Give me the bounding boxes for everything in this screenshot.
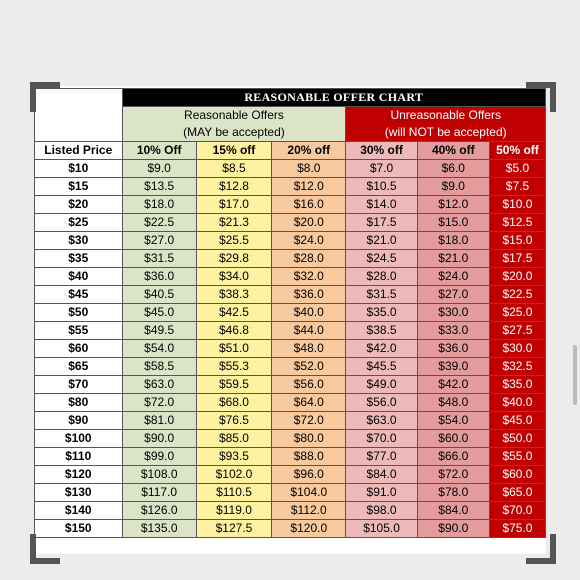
price-30-off-cell: $63.0 bbox=[346, 412, 417, 430]
price-10-off-cell: $117.0 bbox=[122, 484, 196, 502]
price-30-off-cell: $38.5 bbox=[346, 322, 417, 340]
price-40-off-cell: $90.0 bbox=[417, 520, 489, 538]
price-40-off-cell: $48.0 bbox=[417, 394, 489, 412]
price-30-off-cell: $7.0 bbox=[346, 160, 417, 178]
price-50-off-cell: $20.0 bbox=[489, 268, 545, 286]
price-30-off-cell: $56.0 bbox=[346, 394, 417, 412]
listed-price-cell: $50 bbox=[35, 304, 123, 322]
price-30-off-cell: $28.0 bbox=[346, 268, 417, 286]
price-10-off-cell: $18.0 bbox=[122, 196, 196, 214]
table-row bbox=[35, 196, 546, 214]
price-30-off-cell: $31.5 bbox=[346, 286, 417, 304]
price-10-off-cell: $58.5 bbox=[122, 358, 196, 376]
price-40-off-cell: $15.0 bbox=[417, 214, 489, 232]
price-50-off-cell: $30.0 bbox=[489, 340, 545, 358]
price-30-off-cell: $14.0 bbox=[346, 196, 417, 214]
price-20-off-cell: $8.0 bbox=[272, 160, 346, 178]
price-15-off-cell: $29.8 bbox=[196, 250, 271, 268]
price-15-off-cell: $51.0 bbox=[196, 340, 271, 358]
listed-price-cell: $70 bbox=[35, 376, 123, 394]
chart-title: REASONABLE OFFER CHART bbox=[122, 89, 545, 107]
price-40-off-cell: $27.0 bbox=[417, 286, 489, 304]
price-40-off-cell: $6.0 bbox=[417, 160, 489, 178]
price-40-off-cell: $33.0 bbox=[417, 322, 489, 340]
price-15-off-cell: $12.8 bbox=[196, 178, 271, 196]
table-row bbox=[35, 430, 546, 448]
listed-price-cell: $30 bbox=[35, 232, 123, 250]
listed-price-cell: $120 bbox=[35, 466, 123, 484]
header-20-off: 20% off bbox=[272, 142, 346, 160]
price-15-off-cell: $102.0 bbox=[196, 466, 271, 484]
price-30-off-cell: $70.0 bbox=[346, 430, 417, 448]
listed-price-cell: $110 bbox=[35, 448, 123, 466]
listed-price-cell: $35 bbox=[35, 250, 123, 268]
price-10-off-cell: $63.0 bbox=[122, 376, 196, 394]
price-40-off-cell: $42.0 bbox=[417, 376, 489, 394]
price-10-off-cell: $22.5 bbox=[122, 214, 196, 232]
price-20-off-cell: $32.0 bbox=[272, 268, 346, 286]
reasonable-offers-label: Reasonable Offers bbox=[184, 108, 284, 122]
price-15-off-cell: $119.0 bbox=[196, 502, 271, 520]
price-15-off-cell: $46.8 bbox=[196, 322, 271, 340]
price-15-off-cell: $93.5 bbox=[196, 448, 271, 466]
price-20-off-cell: $72.0 bbox=[272, 412, 346, 430]
listed-price-cell: $150 bbox=[35, 520, 123, 538]
price-10-off-cell: $9.0 bbox=[122, 160, 196, 178]
price-40-off-cell: $36.0 bbox=[417, 340, 489, 358]
price-15-off-cell: $34.0 bbox=[196, 268, 271, 286]
listed-price-cell: $140 bbox=[35, 502, 123, 520]
price-20-off-cell: $36.0 bbox=[272, 286, 346, 304]
price-15-off-cell: $38.3 bbox=[196, 286, 271, 304]
price-20-off-cell: $20.0 bbox=[272, 214, 346, 232]
price-40-off-cell: $12.0 bbox=[417, 196, 489, 214]
crop-corner-bottom-right bbox=[526, 534, 556, 564]
price-40-off-cell: $18.0 bbox=[417, 232, 489, 250]
header-15-off: 15% off bbox=[196, 142, 271, 160]
table-row bbox=[35, 340, 546, 358]
price-15-off-cell: $42.5 bbox=[196, 304, 271, 322]
listed-price-cell: $40 bbox=[35, 268, 123, 286]
price-50-off-cell: $35.0 bbox=[489, 376, 545, 394]
price-20-off-cell: $64.0 bbox=[272, 394, 346, 412]
price-10-off-cell: $40.5 bbox=[122, 286, 196, 304]
table-row bbox=[35, 268, 546, 286]
table-row bbox=[35, 178, 546, 196]
listed-price-cell: $60 bbox=[35, 340, 123, 358]
scrollbar[interactable] bbox=[573, 345, 577, 405]
price-30-off-cell: $98.0 bbox=[346, 502, 417, 520]
price-rows bbox=[35, 160, 546, 538]
price-15-off-cell: $85.0 bbox=[196, 430, 271, 448]
price-10-off-cell: $45.0 bbox=[122, 304, 196, 322]
price-50-off-cell: $45.0 bbox=[489, 412, 545, 430]
unreasonable-offers-group bbox=[346, 107, 546, 142]
price-30-off-cell: $45.5 bbox=[346, 358, 417, 376]
price-50-off-cell: $60.0 bbox=[489, 466, 545, 484]
price-40-off-cell: $54.0 bbox=[417, 412, 489, 430]
price-20-off-cell: $40.0 bbox=[272, 304, 346, 322]
listed-price-cell: $90 bbox=[35, 412, 123, 430]
price-15-off-cell: $21.3 bbox=[196, 214, 271, 232]
price-20-off-cell: $28.0 bbox=[272, 250, 346, 268]
offer-chart-table bbox=[34, 88, 546, 538]
table-row bbox=[35, 232, 546, 250]
price-40-off-cell: $9.0 bbox=[417, 178, 489, 196]
price-20-off-cell: $48.0 bbox=[272, 340, 346, 358]
table-row bbox=[35, 376, 546, 394]
header-30-off: 30% off bbox=[346, 142, 417, 160]
listed-price-cell: $15 bbox=[35, 178, 123, 196]
table-row bbox=[35, 250, 546, 268]
price-15-off-cell: $76.5 bbox=[196, 412, 271, 430]
price-40-off-cell: $24.0 bbox=[417, 268, 489, 286]
table-row bbox=[35, 304, 546, 322]
table-row bbox=[35, 502, 546, 520]
table-row bbox=[35, 448, 546, 466]
price-10-off-cell: $27.0 bbox=[122, 232, 196, 250]
price-30-off-cell: $77.0 bbox=[346, 448, 417, 466]
price-50-off-cell: $40.0 bbox=[489, 394, 545, 412]
price-20-off-cell: $120.0 bbox=[272, 520, 346, 538]
price-30-off-cell: $42.0 bbox=[346, 340, 417, 358]
table-row bbox=[35, 484, 546, 502]
price-20-off-cell: $44.0 bbox=[272, 322, 346, 340]
reasonable-offers-group bbox=[122, 107, 346, 142]
price-50-off-cell: $32.5 bbox=[489, 358, 545, 376]
price-15-off-cell: $17.0 bbox=[196, 196, 271, 214]
price-40-off-cell: $84.0 bbox=[417, 502, 489, 520]
price-10-off-cell: $99.0 bbox=[122, 448, 196, 466]
price-30-off-cell: $91.0 bbox=[346, 484, 417, 502]
listed-price-cell: $100 bbox=[35, 430, 123, 448]
price-50-off-cell: $10.0 bbox=[489, 196, 545, 214]
price-20-off-cell: $52.0 bbox=[272, 358, 346, 376]
table-row bbox=[35, 520, 546, 538]
price-30-off-cell: $105.0 bbox=[346, 520, 417, 538]
price-10-off-cell: $81.0 bbox=[122, 412, 196, 430]
price-15-off-cell: $68.0 bbox=[196, 394, 271, 412]
price-40-off-cell: $72.0 bbox=[417, 466, 489, 484]
price-20-off-cell: $16.0 bbox=[272, 196, 346, 214]
price-50-off-cell: $7.5 bbox=[489, 178, 545, 196]
price-20-off-cell: $96.0 bbox=[272, 466, 346, 484]
table-row bbox=[35, 412, 546, 430]
price-40-off-cell: $66.0 bbox=[417, 448, 489, 466]
listed-price-cell: $10 bbox=[35, 160, 123, 178]
price-15-off-cell: $8.5 bbox=[196, 160, 271, 178]
price-10-off-cell: $126.0 bbox=[122, 502, 196, 520]
price-50-off-cell: $15.0 bbox=[489, 232, 545, 250]
price-50-off-cell: $12.5 bbox=[489, 214, 545, 232]
price-15-off-cell: $127.5 bbox=[196, 520, 271, 538]
price-50-off-cell: $65.0 bbox=[489, 484, 545, 502]
price-30-off-cell: $49.0 bbox=[346, 376, 417, 394]
column-header-row bbox=[35, 142, 546, 160]
price-20-off-cell: $12.0 bbox=[272, 178, 346, 196]
header-10-off: 10% Off bbox=[122, 142, 196, 160]
unreasonable-offers-label: Unreasonable Offers bbox=[390, 108, 501, 122]
crop-corner-top-right bbox=[526, 82, 556, 112]
price-20-off-cell: $112.0 bbox=[272, 502, 346, 520]
price-50-off-cell: $22.5 bbox=[489, 286, 545, 304]
price-30-off-cell: $35.0 bbox=[346, 304, 417, 322]
price-15-off-cell: $25.5 bbox=[196, 232, 271, 250]
price-20-off-cell: $80.0 bbox=[272, 430, 346, 448]
price-40-off-cell: $21.0 bbox=[417, 250, 489, 268]
price-30-off-cell: $10.5 bbox=[346, 178, 417, 196]
price-50-off-cell: $17.5 bbox=[489, 250, 545, 268]
price-20-off-cell: $88.0 bbox=[272, 448, 346, 466]
price-10-off-cell: $135.0 bbox=[122, 520, 196, 538]
price-50-off-cell: $55.0 bbox=[489, 448, 545, 466]
price-10-off-cell: $36.0 bbox=[122, 268, 196, 286]
price-10-off-cell: $90.0 bbox=[122, 430, 196, 448]
table-row bbox=[35, 286, 546, 304]
price-40-off-cell: $78.0 bbox=[417, 484, 489, 502]
price-15-off-cell: $110.5 bbox=[196, 484, 271, 502]
table-row bbox=[35, 394, 546, 412]
price-40-off-cell: $39.0 bbox=[417, 358, 489, 376]
price-20-off-cell: $104.0 bbox=[272, 484, 346, 502]
listed-price-cell: $130 bbox=[35, 484, 123, 502]
price-10-off-cell: $31.5 bbox=[122, 250, 196, 268]
listed-price-cell: $25 bbox=[35, 214, 123, 232]
price-20-off-cell: $24.0 bbox=[272, 232, 346, 250]
table-row bbox=[35, 214, 546, 232]
price-20-off-cell: $56.0 bbox=[272, 376, 346, 394]
price-50-off-cell: $25.0 bbox=[489, 304, 545, 322]
price-10-off-cell: $49.5 bbox=[122, 322, 196, 340]
price-30-off-cell: $24.5 bbox=[346, 250, 417, 268]
price-15-off-cell: $55.3 bbox=[196, 358, 271, 376]
price-30-off-cell: $17.5 bbox=[346, 214, 417, 232]
reasonable-offers-note: (MAY be accepted) bbox=[183, 125, 285, 139]
listed-price-cell: $45 bbox=[35, 286, 123, 304]
listed-price-cell: $65 bbox=[35, 358, 123, 376]
table-row bbox=[35, 160, 546, 178]
price-30-off-cell: $84.0 bbox=[346, 466, 417, 484]
table-row bbox=[35, 358, 546, 376]
price-10-off-cell: $72.0 bbox=[122, 394, 196, 412]
price-50-off-cell: $5.0 bbox=[489, 160, 545, 178]
table-row bbox=[35, 466, 546, 484]
table-row bbox=[35, 322, 546, 340]
price-15-off-cell: $59.5 bbox=[196, 376, 271, 394]
price-50-off-cell: $27.5 bbox=[489, 322, 545, 340]
listed-price-cell: $80 bbox=[35, 394, 123, 412]
price-10-off-cell: $54.0 bbox=[122, 340, 196, 358]
unreasonable-offers-note: (will NOT be accepted) bbox=[384, 125, 507, 139]
price-30-off-cell: $21.0 bbox=[346, 232, 417, 250]
price-50-off-cell: $50.0 bbox=[489, 430, 545, 448]
listed-price-cell: $20 bbox=[35, 196, 123, 214]
header-40-off: 40% off bbox=[417, 142, 489, 160]
price-10-off-cell: $108.0 bbox=[122, 466, 196, 484]
crop-corner-bottom-left bbox=[30, 534, 60, 564]
price-40-off-cell: $60.0 bbox=[417, 430, 489, 448]
price-10-off-cell: $13.5 bbox=[122, 178, 196, 196]
listed-price-cell: $55 bbox=[35, 322, 123, 340]
price-50-off-cell: $75.0 bbox=[489, 520, 545, 538]
price-40-off-cell: $30.0 bbox=[417, 304, 489, 322]
header-listed-price: Listed Price bbox=[35, 142, 123, 160]
crop-corner-top-left bbox=[30, 82, 60, 112]
price-50-off-cell: $70.0 bbox=[489, 502, 545, 520]
header-50-off: 50% off bbox=[489, 142, 545, 160]
